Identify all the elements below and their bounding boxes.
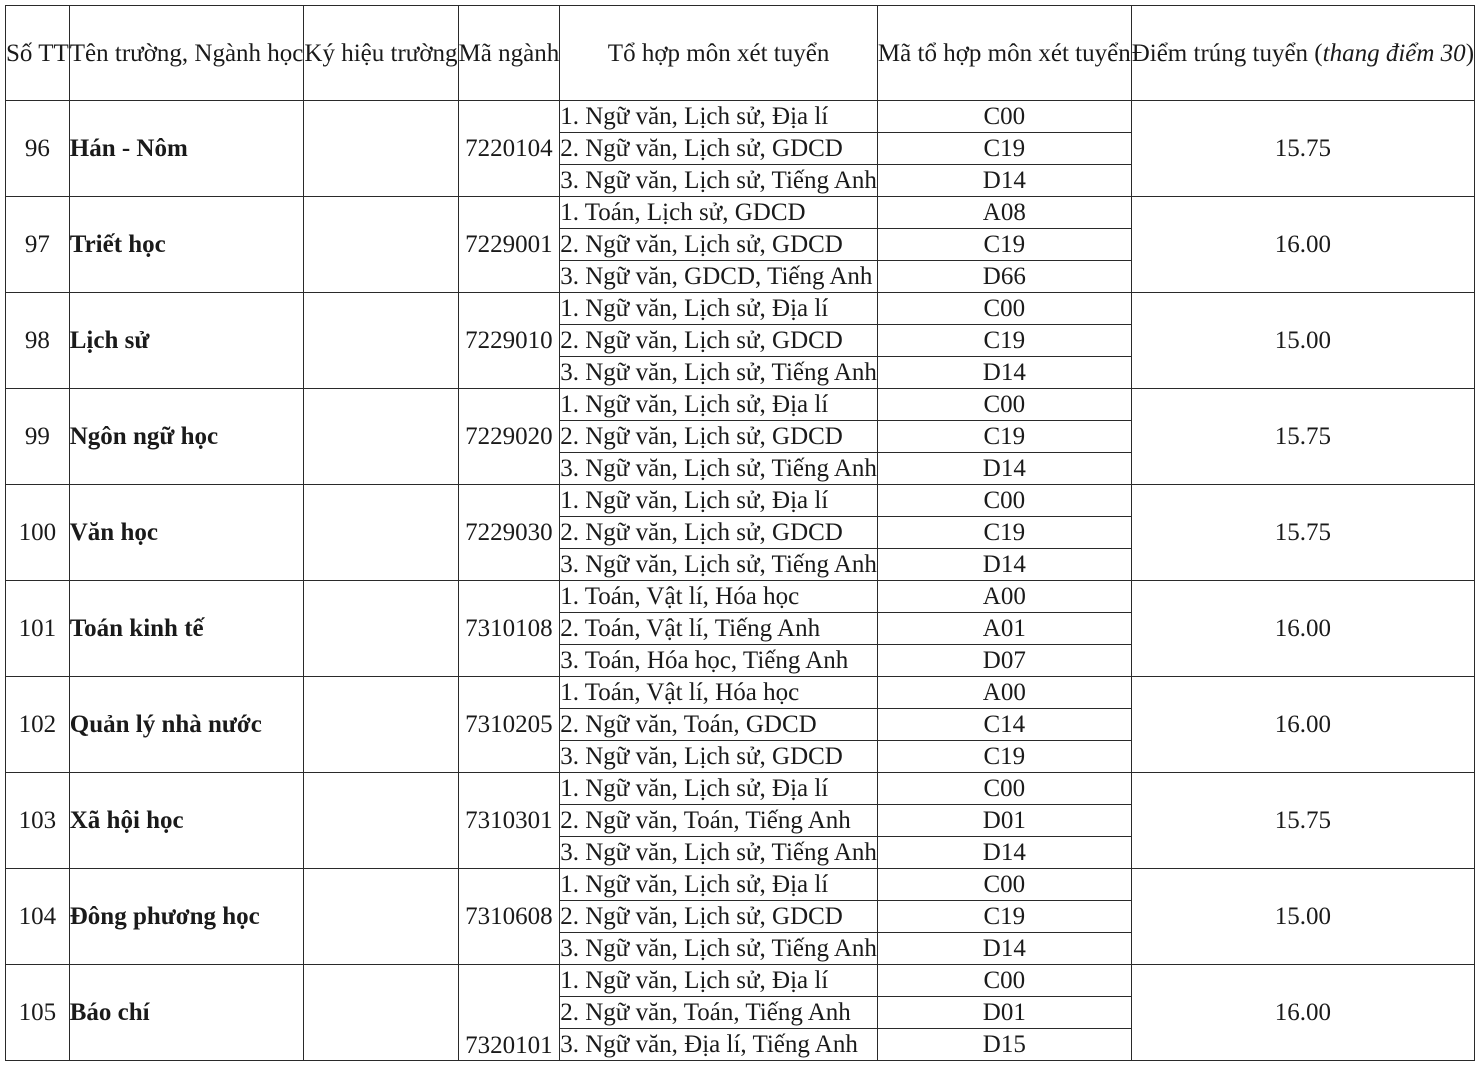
subject-combination: 1. Ngữ văn, Lịch sử, Địa lí [560,389,878,421]
combination-code: C00 [877,869,1131,901]
cutoff-score: 16.00 [1131,677,1474,773]
combination-code: C00 [877,101,1131,133]
major-name: Quản lý nhà nước [69,677,304,773]
school-symbol [304,197,458,293]
row-number: 103 [6,773,70,869]
subject-combination: 3. Ngữ văn, Lịch sử, Tiếng Anh [560,837,878,869]
combination-code: C19 [877,901,1131,933]
cutoff-score: 16.00 [1131,197,1474,293]
cutoff-score: 15.75 [1131,485,1474,581]
table-row [6,485,1475,517]
combination-code: C19 [877,229,1131,261]
school-symbol [304,389,458,485]
cutoff-score: 15.00 [1131,869,1474,965]
combination-code: C19 [877,741,1131,773]
row-number: 104 [6,869,70,965]
table-body [6,101,1475,1061]
subject-combination: 3. Ngữ văn, Địa lí, Tiếng Anh [560,1029,878,1061]
subject-combination: 2. Ngữ văn, Lịch sử, GDCD [560,229,878,261]
combination-code: D14 [877,357,1131,389]
admission-table [5,5,1475,1061]
cutoff-score: 15.75 [1131,101,1474,197]
combination-code: C00 [877,773,1131,805]
row-number: 100 [6,485,70,581]
subject-combination: 3. Ngữ văn, Lịch sử, Tiếng Anh [560,549,878,581]
table-row [6,389,1475,421]
row-number: 102 [6,677,70,773]
subject-combination: 1. Toán, Lịch sử, GDCD [560,197,878,229]
major-code: 7310608 [458,869,560,965]
subject-combination: 3. Ngữ văn, Lịch sử, GDCD [560,741,878,773]
major-name: Triết học [69,197,304,293]
subject-combination: 2. Ngữ văn, Lịch sử, GDCD [560,901,878,933]
header-score-suffix: ) [1465,39,1475,67]
table-row [6,869,1475,901]
header-combination: Tổ hợp môn xét tuyển [560,6,878,101]
subject-combination: 1. Ngữ văn, Lịch sử, Địa lí [560,293,878,325]
combination-code: C00 [877,389,1131,421]
cutoff-score: 16.00 [1131,965,1474,1061]
school-symbol [304,869,458,965]
major-name: Toán kinh tế [69,581,304,677]
school-symbol [304,101,458,197]
combination-code: D14 [877,549,1131,581]
combination-code: D14 [877,933,1131,965]
header-combination-code: Mã tổ hợp môn xét tuyển [877,6,1131,101]
row-number: 96 [6,101,70,197]
header-row [6,6,1475,101]
subject-combination: 2. Ngữ văn, Toán, GDCD [560,709,878,741]
combination-code: A00 [877,581,1131,613]
subject-combination: 3. Ngữ văn, Lịch sử, Tiếng Anh [560,933,878,965]
school-symbol [304,581,458,677]
subject-combination: 3. Toán, Hóa học, Tiếng Anh [560,645,878,677]
subject-combination: 3. Ngữ văn, Lịch sử, Tiếng Anh [560,165,878,197]
subject-combination: 1. Ngữ văn, Lịch sử, Địa lí [560,965,878,997]
combination-code: D15 [877,1029,1131,1061]
combination-code: D14 [877,837,1131,869]
subject-combination: 1. Ngữ văn, Lịch sử, Địa lí [560,869,878,901]
school-symbol [304,773,458,869]
header-score-prefix: Điểm trúng tuyển ( [1131,39,1323,67]
major-code: 7310108 [458,581,560,677]
combination-code: C14 [877,709,1131,741]
subject-combination: 1. Ngữ văn, Lịch sử, Địa lí [560,485,878,517]
school-symbol [304,485,458,581]
major-code: 7229001 [458,197,560,293]
combination-code: D07 [877,645,1131,677]
header-name: Tên trường, Ngành học [69,6,304,101]
combination-code: D14 [877,453,1131,485]
subject-combination: 2. Toán, Vật lí, Tiếng Anh [560,613,878,645]
subject-combination: 1. Toán, Vật lí, Hóa học [560,677,878,709]
major-code: 7229010 [458,293,560,389]
major-code: 7229030 [458,485,560,581]
major-name: Báo chí [69,965,304,1061]
major-code: 7310205 [458,677,560,773]
combination-code: C00 [877,485,1131,517]
school-symbol [304,677,458,773]
combination-code: D14 [877,165,1131,197]
subject-combination: 3. Ngữ văn, GDCD, Tiếng Anh [560,261,878,293]
major-code: 7320101 [458,965,560,1061]
subject-combination: 3. Ngữ văn, Lịch sử, Tiếng Anh [560,453,878,485]
row-number: 97 [6,197,70,293]
school-symbol [304,965,458,1061]
major-name: Xã hội học [69,773,304,869]
major-code: 7229020 [458,389,560,485]
subject-combination: 2. Ngữ văn, Lịch sử, GDCD [560,325,878,357]
subject-combination: 2. Ngữ văn, Toán, Tiếng Anh [560,805,878,837]
subject-combination: 2. Ngữ văn, Lịch sử, GDCD [560,133,878,165]
cutoff-score: 15.75 [1131,389,1474,485]
combination-code: C00 [877,965,1131,997]
header-stt: Số TT [6,6,70,101]
cutoff-score: 16.00 [1131,581,1474,677]
combination-code: C00 [877,293,1131,325]
combination-code: D66 [877,261,1131,293]
cutoff-score: 15.75 [1131,773,1474,869]
combination-code: C19 [877,421,1131,453]
combination-code: A00 [877,677,1131,709]
subject-combination: 2. Ngữ văn, Lịch sử, GDCD [560,517,878,549]
combination-code: C19 [877,325,1131,357]
subject-combination: 1. Ngữ văn, Lịch sử, Địa lí [560,773,878,805]
major-code: 7220104 [458,101,560,197]
row-number: 105 [6,965,70,1061]
combination-code: D01 [877,997,1131,1029]
table-row [6,965,1475,997]
major-name: Văn học [69,485,304,581]
combination-code: C19 [877,517,1131,549]
row-number: 99 [6,389,70,485]
major-code: 7310301 [458,773,560,869]
major-name: Ngôn ngữ học [69,389,304,485]
combination-code: D01 [877,805,1131,837]
header-major-code: Mã ngành [458,6,560,101]
table-row [6,101,1475,133]
subject-combination: 3. Ngữ văn, Lịch sử, Tiếng Anh [560,357,878,389]
subject-combination: 2. Ngữ văn, Lịch sử, GDCD [560,421,878,453]
header-score [1131,6,1474,101]
row-number: 101 [6,581,70,677]
combination-code: A08 [877,197,1131,229]
header-score-scale: thang điểm 30 [1322,39,1466,67]
subject-combination: 1. Toán, Vật lí, Hóa học [560,581,878,613]
major-name: Hán - Nôm [69,101,304,197]
table-row [6,677,1475,709]
school-symbol [304,293,458,389]
table-row [6,197,1475,229]
table-row [6,581,1475,613]
row-number: 98 [6,293,70,389]
header-symbol: Ký hiệu trường [304,6,458,101]
major-name: Đông phương học [69,869,304,965]
combination-code: A01 [877,613,1131,645]
table-row [6,293,1475,325]
subject-combination: 2. Ngữ văn, Toán, Tiếng Anh [560,997,878,1029]
cutoff-score: 15.00 [1131,293,1474,389]
subject-combination: 1. Ngữ văn, Lịch sử, Địa lí [560,101,878,133]
table-row [6,773,1475,805]
major-name: Lịch sử [69,293,304,389]
combination-code: C19 [877,133,1131,165]
